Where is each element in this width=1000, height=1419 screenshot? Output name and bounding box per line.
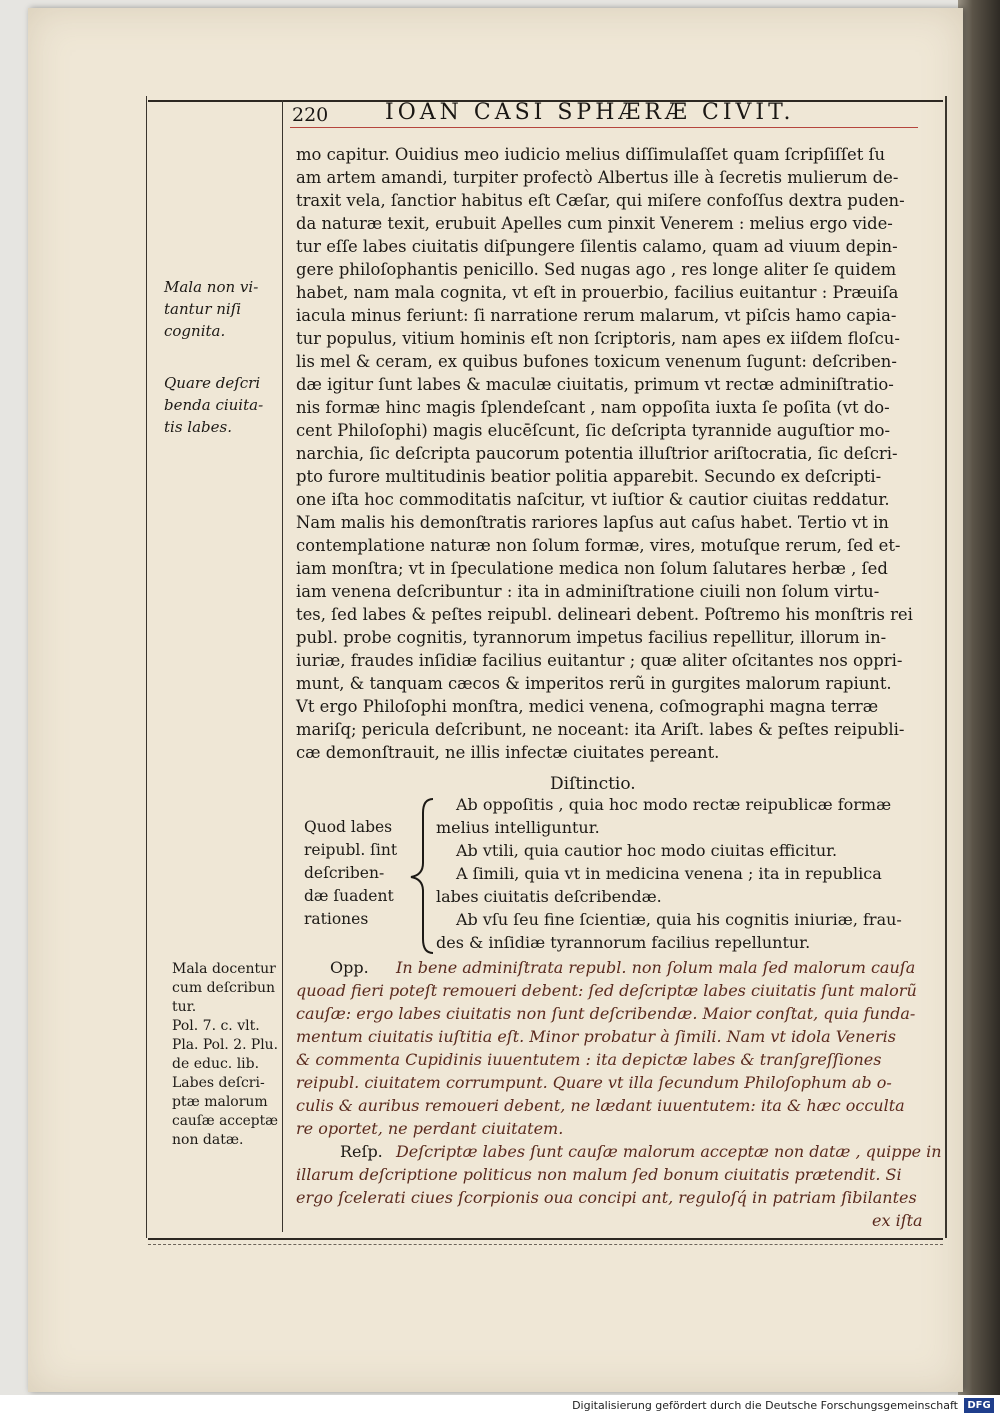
margin-note-line: Labes deſcri- [172,1075,265,1091]
margin-note-line: de educ. lib. [172,1056,260,1072]
objection-label: Opp. [330,958,369,977]
margin-note-line: ptæ malorum [172,1094,268,1110]
dfg-logo: DFG [964,1398,994,1413]
objection-line: reipubl. ciuitatem corrumpunt. Quare vt illa ſecundum Philoſophum ab o- [296,1073,892,1092]
distinctio-reason: melius intelliguntur. [436,818,600,837]
body-line: mariſq; pericula deſcribunt, ne noceant: ita Ariſt. labes & peſtes reipubli- [296,720,905,739]
margin-note-line: cognita. [164,322,226,340]
body-line: cæ demonſtrauit, ne illis infectæ ciuitates pereant. [296,743,720,762]
body-line: da naturæ texit, erubuit Apelles cum pinxit Venerem : melius ergo vide- [296,214,893,233]
body-line: tes, ſed labes & peſtes reipubl. delineari debent. Poſtremo his monſtris rei [296,605,913,624]
response-line: ergo ſcelerati ciues ſcorpionis oua concipi ant, reguloſq́ in patriam ſibilantes [296,1188,917,1207]
distinctio-label-line: deſcriben- [304,864,385,882]
distinctio-reason: labes ciuitatis deſcribendæ. [436,887,662,906]
distinctio-label-line: rationes [304,910,369,928]
body-line: habet, nam mala cognita, vt eſt in prouerbio, facilius euitantur : Præuiſa [296,283,899,302]
distinctio-label-line: reipubl. ſint [304,841,398,859]
body-line: iam monſtra; vt in ſpeculatione medica non ſolum ſalutares herbæ , ſed [296,559,888,578]
response-label: Reſp. [340,1142,383,1161]
margin-note-line: tis labes. [164,418,232,436]
running-head: IOAN CASI SPHÆRÆ CIVIT. [385,100,795,125]
body-line: pto furore multitudinis beatior politia apparebit. Secundo ex deſcripti- [296,467,882,486]
footer-bar [0,1395,1000,1419]
bottom-rule [148,1238,943,1240]
objection-line: culis & auribus remoueri debent, ne lædant iuuentutem: ita & hæc occulta [296,1096,905,1115]
body-line: iacula minus feriunt: ſi narratione rerum malarum, vt piſcis hamo capia- [296,306,897,325]
distinctio-label-line: dæ ſuadent [304,887,394,905]
objection-line: In bene adminiſtrata republ. non ſolum mala ſed malorum cauſa [396,958,916,977]
body-line: gere philoſophantis penicillo. Sed nugas ago , res longe aliter ſe quidem [296,260,897,279]
distinctio-reason: des & inſidiæ tyrannorum facilius repelluntur. [436,933,811,952]
distinctio-reason: Ab oppoſitis , quia hoc modo rectæ reipublicæ formæ [456,795,892,814]
response-line: illarum deſcriptione politicus non malum ſed bonum ciuitatis prætendit. Si [296,1165,902,1184]
distinctio-label-line: Quod labes [304,818,393,836]
objection-line: & commenta Cupidinis iuuentutem : ita depictæ labes & tranſgreſſiones [296,1050,882,1069]
distinctio-reason: A ſimili, quia vt in medicina venena ; ita in republica [456,864,882,883]
body-line: publ. probe cognitis, tyrannorum impetus facilius repellitur, illorum in- [296,628,887,647]
body-line: Nam malis his demonſtratis rariores lapſus aut caſus habet. Tertio vt in [296,513,889,532]
body-line: tur eſſe labes ciuitatis diſpungere ſilentis calamo, quam ad viuum depin- [296,237,898,256]
objection-line: mentum ciuitatis iuſtitia eſt. Minor probatur à ſimili. Nam vt idola Veneris [296,1027,896,1046]
margin-note-line: Mala non vi- [164,278,259,296]
body-line: am artem amandi, turpiter profectò Albertus ille à ſecretis mulierum de- [296,168,899,187]
body-line: nis formæ hinc magis ſplendeſcant , nam oppoſita iuxta ſe poſita (vt do- [296,398,890,417]
distinctio-reason: Ab vſu ſeu fine ſcientiæ, quia his cognitis iniuriæ, frau- [456,910,902,929]
objection-line: cauſæ: ergo labes ciuitatis non ſunt deſcribendæ. Maior conſtat, quia funda- [296,1004,916,1023]
margin-note-line: tantur niſi [164,300,242,318]
margin-note-line: Quare deſcri [164,374,261,392]
margin-divider [282,100,283,1232]
margin-note-line: Pla. Pol. 2. Plu. [172,1037,279,1053]
distinctio-heading: Diſtinctio. [550,774,636,794]
margin-note-line: cum deſcribun [172,980,276,996]
margin-note-line: tur. [172,999,197,1015]
body-line: dæ igitur ſunt labes & maculæ ciuitatis, primum vt rectæ adminiſtratio- [296,375,894,394]
body-line: lis mel & ceram, ex quibus bufones toxicum venenum ſugunt: deſcriben- [296,352,897,371]
body-line: munt, & tanquam cæcos & imperitos rerũ in gurgites malorum rapiunt. [296,674,892,693]
response-line: ex iſta [872,1211,923,1230]
response-line: Deſcriptæ labes ſunt cauſæ malorum acceptæ non datæ , quippe in [396,1142,942,1161]
body-line: contemplatione naturæ non ſolum formæ, vires, motuſque rerum, ſed et- [296,536,901,555]
book-edge [958,0,1000,1395]
body-line: cent Philoſophi) magis elucēſcunt, ſic deſcripta tyrannide auguſtior mo- [296,421,891,440]
body-line: traxit vela, ſanctior habitus eſt Cæſar, qui miſere confoſſus dextra puden- [296,191,905,210]
body-line: Vt ergo Philoſophi monſtra, medici venena, coſmographi magna terræ [296,697,879,716]
distinctio-reason: Ab vtili, quia cautior hoc modo ciuitas efficitur. [456,841,838,860]
margin-note-line: Mala docentur [172,961,276,977]
header-underline [290,127,918,128]
margin-note-line: Pol. 7. c. vlt. [172,1018,260,1034]
body-line: narchia, ſic deſcripta paucorum potentia illuſtrior ariſtocratia, ſic deſcri- [296,444,898,463]
curly-brace-icon [405,795,439,957]
bottom-rule-dashed [148,1244,943,1245]
footer-text: Digitalisierung gefördert durch die Deutsche Forschungsgemeinschaft [572,1399,958,1412]
body-line: mo capitur. Ouidius meo iudicio melius diſſimulaſſet quam ſcripſiſſet ſu [296,145,886,164]
page-number: 220 [292,104,329,126]
objection-line: quoad fieri poteſt remoueri debent: ſed deſcriptæ labes ciuitatis ſunt malorũ [296,981,917,1000]
body-line: one iſta hoc commoditatis naſcitur, vt iuſtior & cautior ciuitas reddatur. [296,490,890,509]
objection-line: re oportet, ne perdant ciuitatem. [296,1119,564,1138]
margin-note-line: cauſæ acceptæ [172,1113,279,1129]
margin-note-line: benda ciuita- [164,396,264,414]
body-line: tur populus, vitium hominis eſt non ſcriptoris, nam apes ex iiſdem floſcu- [296,329,900,348]
body-line: iam venena deſcribuntur : ita in adminiſtratione ciuili non ſolum virtu- [296,582,880,601]
body-line: iuriæ, fraudes inſidiæ facilius euitantur ; quæ aliter oſcitantes nos oppri- [296,651,903,670]
margin-note-line: non datæ. [172,1132,244,1148]
